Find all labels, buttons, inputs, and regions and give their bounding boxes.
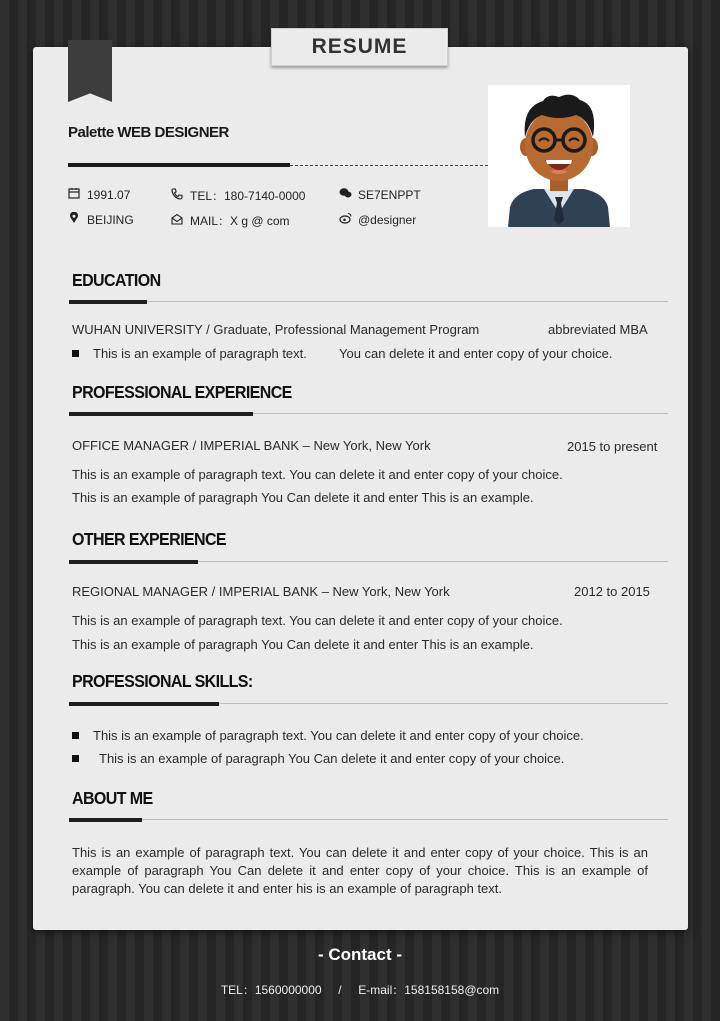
other-experience-line-2: This is an example of paragraph You Can delete it and enter This is an example. bbox=[72, 637, 534, 652]
education-degree: abbreviated MBA bbox=[548, 322, 648, 337]
section-divider bbox=[219, 703, 668, 704]
resume-title-tab: RESUME bbox=[271, 28, 448, 66]
skills-item-1-text: This is an example of paragraph text. You can delete it and enter copy of your choice. bbox=[93, 728, 584, 743]
birth-date: 1991.07 bbox=[87, 188, 131, 202]
info-weibo bbox=[339, 212, 416, 227]
education-bullet bbox=[72, 346, 307, 361]
section-divider bbox=[198, 561, 668, 562]
info-tel bbox=[171, 187, 305, 204]
section-accent-bar bbox=[69, 560, 198, 564]
section-accent-bar bbox=[69, 412, 253, 416]
tel-number: TEL：180-7140-0000 bbox=[190, 189, 306, 203]
phone-icon bbox=[171, 188, 184, 203]
other-experience-entry: REGIONAL MANAGER / IMPERIAL BANK – New York, New York bbox=[72, 584, 450, 599]
weibo-icon bbox=[339, 212, 352, 227]
section-accent-bar bbox=[69, 818, 142, 822]
mail-icon bbox=[171, 213, 184, 228]
chat-icon bbox=[339, 187, 352, 202]
education-heading: EDUCATION bbox=[72, 272, 161, 291]
location-pin-icon bbox=[68, 212, 81, 227]
contact-details: TEL：1560000000 / E-mail：158158158@com bbox=[220, 983, 500, 997]
professional-experience-dates: 2015 to present bbox=[567, 439, 658, 454]
info-qq bbox=[339, 187, 421, 202]
other-experience-dates: 2012 to 2015 bbox=[574, 584, 650, 599]
weibo-handle: @designer bbox=[358, 213, 417, 227]
bookmark-ribbon-icon bbox=[68, 40, 112, 102]
info-city bbox=[68, 212, 134, 227]
education-entry: WUHAN UNIVERSITY / Graduate, Professional Management Program bbox=[72, 322, 480, 337]
education-bullet-text-a: This is an example of paragraph text. bbox=[93, 346, 307, 361]
calendar-icon bbox=[68, 187, 81, 202]
bullet-marker bbox=[72, 732, 79, 739]
section-divider bbox=[147, 301, 668, 302]
professional-experience-line-2: This is an example of paragraph You Can delete it and enter This is an example. bbox=[72, 490, 534, 505]
candidate-name: Palette WEB DESIGNER bbox=[68, 124, 229, 141]
avatar bbox=[488, 85, 630, 227]
city: BEIJING bbox=[87, 213, 134, 227]
about-me-paragraph: This is an example of paragraph text. You can delete it and enter copy of your choice. This is an example of paragraph You Can delete it and enter copy of your choice. This is an example of paragraph. You can delete it and enter his is an example of paragraph text. bbox=[72, 845, 648, 896]
mail-address: MAIL：X g @ com bbox=[190, 214, 290, 228]
info-mail bbox=[171, 212, 290, 229]
section-divider bbox=[253, 413, 668, 414]
professional-experience-line-1: This is an example of paragraph text. You can delete it and enter copy of your choice. bbox=[72, 467, 563, 482]
section-divider bbox=[142, 819, 668, 820]
info-birth bbox=[68, 187, 130, 202]
qq-id: SE7ENPPT bbox=[358, 188, 421, 202]
other-experience-line-1: This is an example of paragraph text. You can delete it and enter copy of your choice. bbox=[72, 613, 563, 628]
skills-item-2 bbox=[72, 751, 564, 766]
bullet-marker bbox=[72, 755, 79, 762]
name-underline bbox=[68, 163, 290, 167]
name-dashed-rule bbox=[290, 165, 488, 166]
education-bullet-text-b: You can delete it and enter copy of your choice. bbox=[339, 346, 613, 361]
section-accent-bar bbox=[69, 300, 147, 304]
section-accent-bar bbox=[69, 702, 219, 706]
contact-heading: - Contact - bbox=[317, 945, 403, 964]
skills-item-1 bbox=[72, 728, 584, 743]
bullet-marker bbox=[72, 350, 79, 357]
professional-experience-heading: PROFESSIONAL EXPERIENCE bbox=[72, 384, 292, 403]
other-experience-heading: OTHER EXPERIENCE bbox=[72, 531, 226, 550]
professional-skills-heading: PROFESSIONAL SKILLS: bbox=[72, 673, 253, 692]
professional-experience-entry: OFFICE MANAGER / IMPERIAL BANK – New York, New York bbox=[72, 438, 431, 453]
about-me-heading: ABOUT ME bbox=[72, 790, 153, 809]
skills-item-2-text: This is an example of paragraph You Can delete it and enter copy of your choice. bbox=[99, 751, 565, 766]
